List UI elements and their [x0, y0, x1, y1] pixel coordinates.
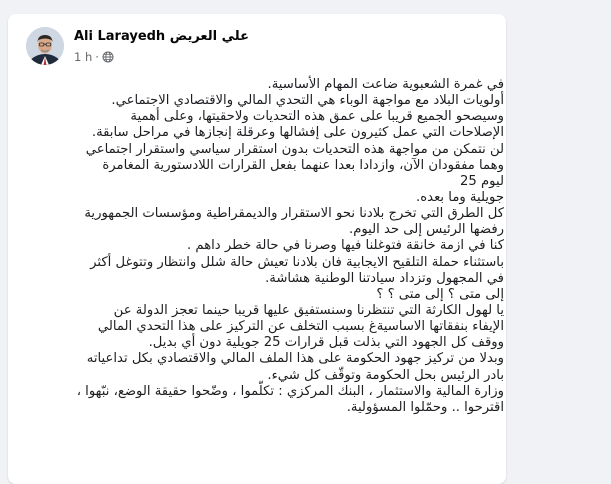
post-line: إلى متى ؟ إلى متى ؟ ؟	[376, 286, 504, 302]
post-line: وهما مفقودان الآن، وازدادا بعدا عنهما بفعل القرارات اللادستورية المغامرة	[102, 157, 504, 173]
post-card	[8, 14, 506, 484]
profile-photo	[26, 27, 64, 65]
post-line: وسيصحو الجميع قريبا على عمق هذه التحديات ولاحقيتها، وعلى أهمية	[130, 109, 504, 125]
post-author-name[interactable]: Ali Larayedh علي العريض	[74, 29, 249, 44]
post-line: أولويات البلاد مع مواجهة الوباء هي التحدي المالي والاقتصادي الاجتماعي.	[111, 93, 504, 109]
meta-separator: ·	[95, 50, 99, 64]
post-line: اقترحوا .. وحمّلوا المسؤولية.	[346, 399, 504, 415]
post-line: ليوم 25	[460, 173, 504, 189]
post-line: الإيفاء بنفقاتها الاساسيةغ بسبب التخلف عن التركيز على هذا التحدي المالي	[97, 319, 504, 335]
post-line: جويلية وما بعده.	[416, 189, 504, 205]
post-line: وبدلا من تركيز جهود الحكومة على هذا الملف المالي والاقتصادي بكل تداعياته	[86, 351, 504, 367]
post-line: رفضها الرئيس إلى حد اليوم.	[349, 222, 504, 238]
post-timestamp[interactable]: 1 h	[74, 50, 93, 64]
post-line: الإصلاحات التي عمل كثيرون على إفشالها وعرقلة إنجازها في مراحل سابقة.	[91, 125, 504, 141]
post-line: في المجهول وتزداد سيادتنا الوطنية هشاشة.	[265, 270, 504, 286]
post-line: لن نتمكن من مواجهة هذه التحديات بدون استقرار سياسي واستقرار اجتماعي	[85, 141, 504, 157]
author-avatar[interactable]	[26, 27, 64, 65]
post-line: باستثناء حملة التلقيح الايجابية فان بلادنا تعيش حالة شلل وانتظار وتتوغل أكثر	[90, 254, 504, 270]
post-body-text	[18, 77, 504, 416]
post-line: في غمرة الشعبوية ضاعت المهام الأساسية.	[267, 77, 504, 92]
post-line: كنا في ازمة خانقة فتوغلنا فيها وصرنا في حالة خطر داهم .	[187, 238, 504, 254]
post-line: كل الطرق التي تخرج بلادنا نحو الاستقرار والديمقراطية ومؤسسات الجمهورية	[84, 206, 504, 222]
post-meta	[74, 50, 114, 64]
post-line: بادر الرئيس بحل الحكومة وتوقّف كل شيء.	[267, 367, 504, 383]
globe-icon[interactable]	[102, 51, 114, 63]
post-line: ووقف كل الجهود التي بذلت قبل قرارات 25 جويلية دون أي بديل.	[148, 335, 504, 351]
post-line: يا لهول الكارثة التي تنتظرنا وسنستفيق عليها قريبا حينما تعجز الدولة عن	[113, 302, 504, 318]
post-line: وزارة المالية والاستثمار ، البنك المركزي : تكلّموا ، وضّحوا حقيقة الوضع، نبّهوا ،	[76, 383, 504, 399]
